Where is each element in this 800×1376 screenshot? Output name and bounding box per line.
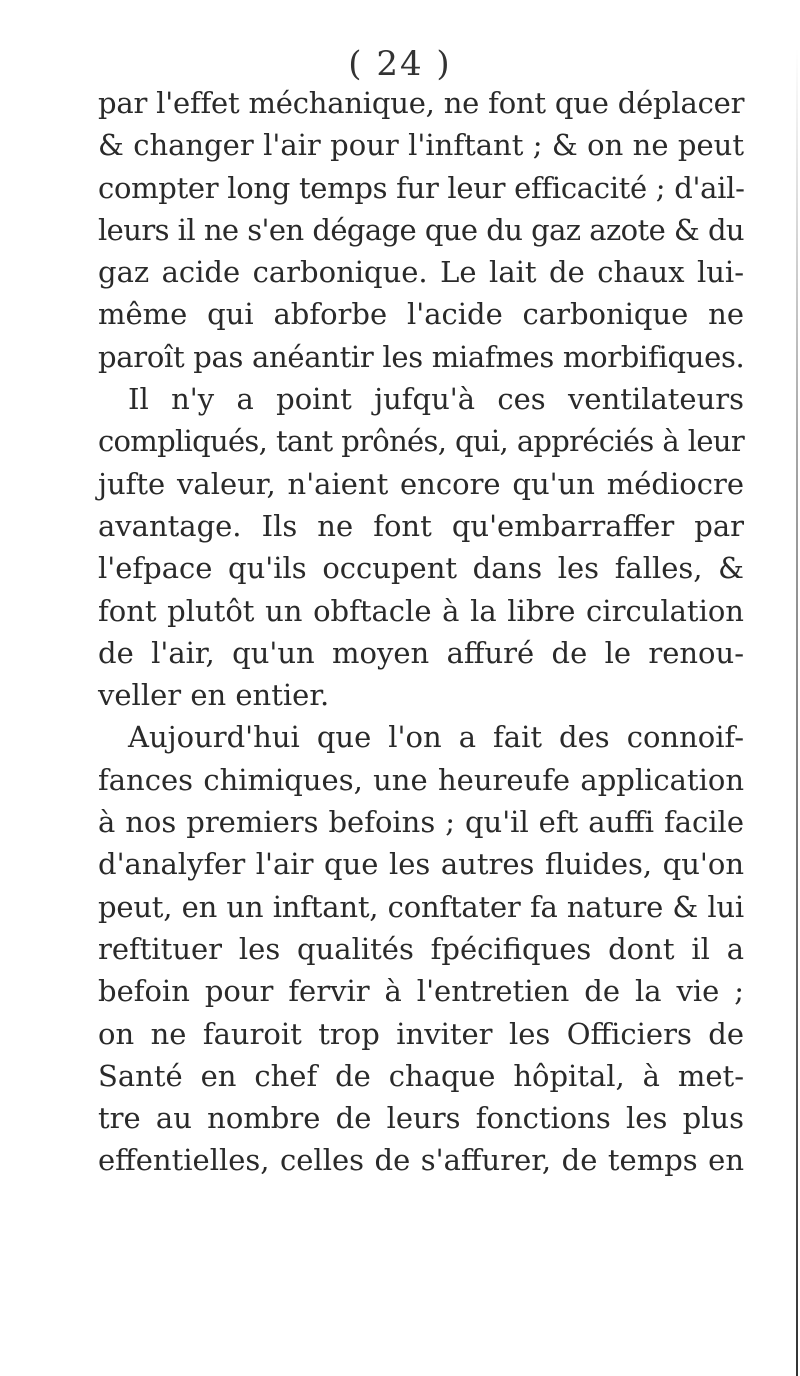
text-line: tre au nombre de leurs fonctions les plus xyxy=(98,1101,744,1136)
page-number: ( 24 ) xyxy=(348,44,452,84)
text-line: on ne fauroit trop inviter les Officiers de xyxy=(98,1016,744,1051)
text-line: avantage. Ils ne font qu'embarraffer par xyxy=(98,508,744,543)
text-line: font plutôt un obftacle à la libre circulation xyxy=(98,593,744,628)
text-line: compter long temps fur leur efficacité ; d'ail- xyxy=(98,170,745,205)
body-text xyxy=(98,82,744,1182)
page-edge-rule xyxy=(796,48,798,1376)
text-line: même qui abforbe l'acide carbonique ne xyxy=(98,297,744,332)
text-line: par l'effet méchanique, ne font que déplacer xyxy=(98,86,745,120)
text-line: jufte valeur, n'aient encore qu'un médiocre xyxy=(98,466,744,501)
text-line: d'analyfer l'air que les autres fluides, qu'on xyxy=(98,847,744,882)
text-line: Aujourd'hui que l'on a fait des connoif- xyxy=(128,720,744,755)
text-line: de l'air, qu'un moyen affuré de le renou- xyxy=(98,635,744,670)
text-line: l'efpace qu'ils occupent dans les falles, & xyxy=(98,551,744,586)
text-line: compliqués, tant prônés, qui, appréciés à leur xyxy=(98,424,744,459)
text-line: befoin pour fervir à l'entretien de la vie ; xyxy=(98,974,744,1009)
text-line: gaz acide carbonique. Le lait de chaux lui- xyxy=(98,255,744,290)
text-line: à nos premiers befoins ; qu'il eft auffi facile xyxy=(98,805,744,840)
text-line: veller en entier. xyxy=(98,678,330,713)
text-line: fances chimiques, une heureufe application xyxy=(98,762,744,797)
text-line: effentielles, celles de s'affurer, de temps en xyxy=(98,1143,744,1178)
text-line: & changer l'air pour l'inftant ; & on ne peut xyxy=(98,128,744,163)
text-line: reftituer les qualités fpécifiques dont il a xyxy=(98,931,744,966)
text-line: peut, en un inftant, conftater fa nature & lui xyxy=(98,889,744,924)
text-line: paroît pas anéantir les miafmes morbifiques. xyxy=(98,339,745,374)
text-line: leurs il ne s'en dégage que du gaz azote & du xyxy=(98,212,744,247)
text-line: Santé en chef de chaque hôpital, à met- xyxy=(98,1058,744,1093)
text-line: Il n'y a point jufqu'à ces ventilateurs xyxy=(128,382,744,417)
